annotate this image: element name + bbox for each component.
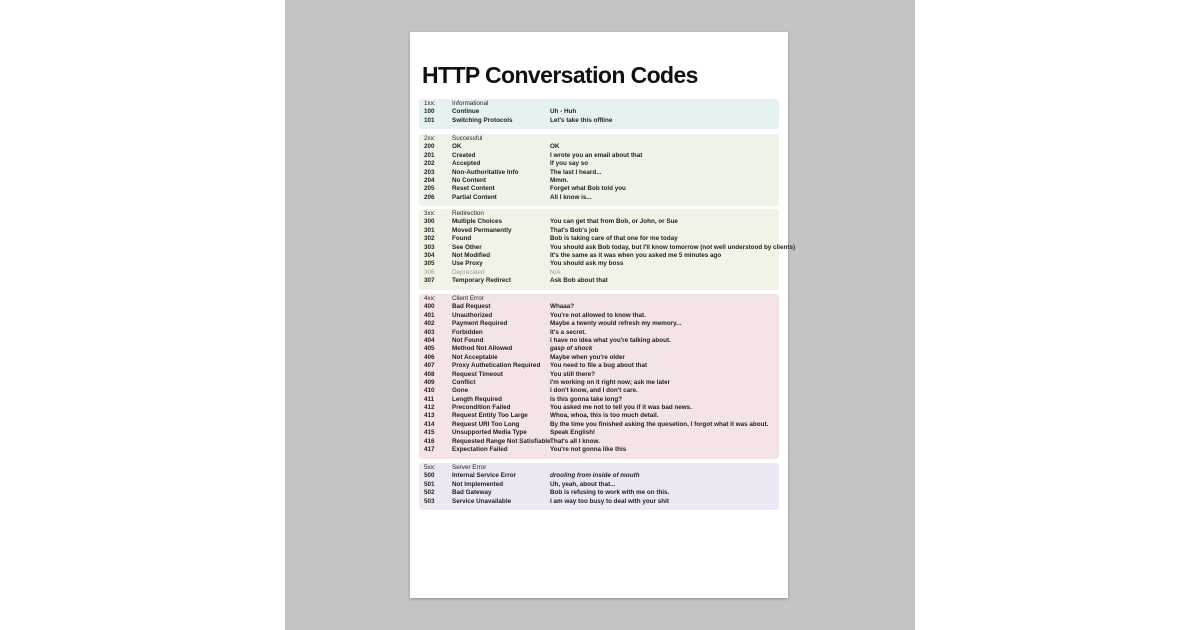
- poster: [410, 32, 796, 598]
- status-name: OK: [452, 143, 462, 151]
- status-code-row: [419, 235, 779, 243]
- status-code: 500: [424, 472, 435, 480]
- status-code: 202: [424, 160, 435, 168]
- status-description: I wrote you an email about that: [550, 151, 643, 159]
- class-code: 1xx:: [424, 100, 436, 107]
- status-code: 303: [424, 243, 435, 251]
- status-code-row: [419, 371, 779, 379]
- status-description: Forget what Bob told you: [550, 185, 626, 193]
- status-description: I'm working on it right now; ask me later: [550, 378, 671, 386]
- status-code-row: [419, 489, 779, 497]
- status-name: Bad Gateway: [452, 489, 492, 497]
- section-header: [419, 100, 779, 108]
- section-informational: [419, 99, 779, 129]
- class-name: Client Error: [452, 295, 484, 302]
- class-code: 3xx:: [424, 210, 436, 217]
- status-code-row: [419, 421, 779, 429]
- status-code-row: [419, 218, 779, 226]
- status-code-row: [419, 438, 779, 446]
- status-description: You should ask Bob today, but I'll know tomorrow (not well understood by clients): [550, 243, 796, 251]
- status-name: Bad Request: [452, 303, 491, 311]
- status-code-row: [419, 472, 779, 480]
- status-name: Precondition Failed: [452, 404, 511, 412]
- status-code-row: [419, 252, 779, 260]
- class-name: Successful: [452, 135, 483, 142]
- status-code-row: [419, 160, 779, 168]
- status-description: That's all I know.: [550, 437, 600, 445]
- status-name: Service Unavailable: [452, 497, 512, 505]
- status-code: 307: [424, 277, 435, 285]
- status-code-row: [419, 117, 779, 125]
- status-description: drooling from inside of mouth: [550, 472, 640, 480]
- status-name: Partial Content: [452, 193, 497, 201]
- status-name: Non-Authoritative Info: [452, 168, 519, 176]
- status-description: I have no idea what you're talking about.: [550, 336, 671, 344]
- status-code-row: [419, 446, 779, 454]
- status-description: You're not allowed to know that.: [550, 311, 646, 319]
- status-name: Not Found: [452, 336, 484, 344]
- status-code: 501: [424, 480, 435, 488]
- status-name: Expectation Failed: [452, 446, 508, 454]
- status-code: 413: [424, 412, 435, 420]
- status-description: Let's take this offline: [550, 116, 613, 124]
- status-code-row: [419, 269, 779, 277]
- status-description: All I know is...: [550, 193, 592, 201]
- status-code-row: [419, 396, 779, 404]
- status-name: Request Entity Too Large: [452, 412, 528, 420]
- status-description: The last I heard...: [550, 168, 602, 176]
- status-code: 409: [424, 378, 435, 386]
- status-name: Forbidden: [452, 328, 483, 336]
- status-name: Internal Service Error: [452, 472, 517, 480]
- status-name: Unauthorized: [452, 311, 493, 319]
- status-code-row: [419, 303, 779, 311]
- status-name: See Other: [452, 243, 482, 251]
- section-header: [419, 210, 779, 218]
- status-code-row: [419, 312, 779, 320]
- status-code: 400: [424, 303, 435, 311]
- status-code: 302: [424, 235, 435, 243]
- section-client-error: [419, 294, 779, 459]
- status-name: Proxy Authetication Required: [452, 362, 541, 370]
- status-code: 503: [424, 497, 435, 505]
- status-code: 205: [424, 185, 435, 193]
- status-code: 415: [424, 429, 435, 437]
- status-name: Unsupported Media Type: [452, 429, 527, 437]
- status-description: OK: [550, 143, 560, 151]
- status-description: Uh - Huh: [550, 108, 577, 116]
- status-name: Found: [452, 235, 472, 243]
- status-code-row: [419, 362, 779, 370]
- status-description: If you say so: [550, 160, 589, 168]
- status-description: Whaaa?: [550, 303, 575, 311]
- status-name: Request URI Too Long: [452, 420, 520, 428]
- status-code: 300: [424, 218, 435, 226]
- status-code: 402: [424, 320, 435, 328]
- status-code: 301: [424, 226, 435, 234]
- status-name: Use Proxy: [452, 260, 483, 268]
- status-code-row: [419, 177, 779, 185]
- status-description: Is this gonna take long?: [550, 395, 623, 403]
- class-name: Server Error: [452, 464, 487, 471]
- status-name: Continue: [452, 108, 480, 116]
- status-description: You still there?: [550, 370, 596, 378]
- status-name: Moved Permanently: [452, 226, 512, 234]
- status-code-row: [419, 277, 779, 285]
- status-description: Ask Bob about that: [550, 277, 608, 285]
- status-code: 407: [424, 362, 435, 370]
- section-header: [419, 295, 779, 303]
- status-description: You need to file a bug about that: [550, 362, 648, 370]
- status-description: It's a secret.: [550, 328, 587, 336]
- status-name: Length Required: [452, 395, 503, 403]
- status-code: 203: [424, 168, 435, 176]
- status-name: Deprecated: [452, 268, 485, 276]
- status-name: Request Timeout: [452, 370, 503, 378]
- status-code-row: [419, 498, 779, 506]
- section-header: [419, 135, 779, 143]
- status-code-row: [419, 320, 779, 328]
- status-code: 206: [424, 193, 435, 201]
- status-description: That's Bob's job: [550, 226, 599, 234]
- status-description: Speak English!: [550, 429, 596, 437]
- status-name: Method Not Allowed: [452, 345, 513, 353]
- status-code: 404: [424, 336, 435, 344]
- status-code: 408: [424, 370, 435, 378]
- status-code: 414: [424, 420, 435, 428]
- status-code-row: [419, 260, 779, 268]
- status-code: 405: [424, 345, 435, 353]
- status-description: You're not gonna like this: [550, 446, 627, 454]
- section-successful: [419, 134, 779, 206]
- status-code: 200: [424, 143, 435, 151]
- status-code: 406: [424, 353, 435, 361]
- status-name: Conflict: [452, 378, 476, 386]
- status-code: 204: [424, 176, 435, 184]
- status-code: 304: [424, 251, 435, 259]
- status-code-row: [419, 243, 796, 252]
- class-code: 5xx:: [424, 464, 436, 471]
- status-code-row: [419, 429, 779, 437]
- status-name: Multiple Choices: [452, 218, 503, 226]
- status-code: 101: [424, 116, 435, 124]
- status-code: 201: [424, 151, 435, 159]
- status-code-row: [419, 337, 779, 345]
- status-code-row: [419, 194, 779, 202]
- status-code-row: [419, 329, 779, 337]
- status-description: Uh, yeah, about that...: [550, 480, 616, 488]
- status-code-row: [419, 227, 779, 235]
- status-name: Accepted: [452, 160, 481, 168]
- status-code-row: [419, 152, 779, 160]
- status-name: Reset Content: [452, 185, 495, 193]
- status-description: Whoa, whoa, this is too much detail.: [550, 412, 659, 420]
- status-code-row: [419, 108, 779, 116]
- class-code: 2xx:: [424, 135, 436, 142]
- status-description: N/A: [550, 268, 561, 276]
- status-code: 410: [424, 387, 435, 395]
- status-description: gasp of shock: [550, 345, 593, 353]
- status-code-row: [419, 169, 779, 177]
- status-description: Bob is taking care of that one for me today: [550, 235, 678, 243]
- status-name: Payment Required: [452, 320, 508, 328]
- status-name: Temporary Redirect: [452, 277, 512, 285]
- status-name: Gone: [452, 387, 469, 395]
- class-code: 4xx:: [424, 295, 436, 302]
- status-description: I am way too busy to deal with your shit: [550, 497, 669, 505]
- status-code: 403: [424, 328, 435, 336]
- status-code: 412: [424, 404, 435, 412]
- status-description: Bob is refusing to work with me on this.: [550, 489, 670, 497]
- status-code-row: [419, 404, 779, 412]
- class-name: Informational: [452, 100, 489, 107]
- status-description: I don't know, and I don't care.: [550, 387, 638, 395]
- status-code-row: [419, 185, 779, 193]
- status-name: Requested Range Not Satisfiable: [452, 437, 551, 445]
- status-code-row: [419, 345, 779, 353]
- class-name: Redirection: [452, 210, 484, 217]
- section-server-error: [419, 463, 779, 510]
- status-name: Not Modified: [452, 251, 491, 259]
- status-name: No Content: [452, 176, 486, 184]
- status-code: 306: [424, 268, 435, 276]
- status-code-row: [419, 143, 779, 151]
- status-name: Not Implemented: [452, 480, 504, 488]
- status-code-row: [419, 379, 779, 387]
- status-code: 411: [424, 395, 435, 403]
- status-name: Switching Protocols: [452, 116, 513, 124]
- status-description: Mmm.: [550, 176, 569, 184]
- status-code: 416: [424, 437, 435, 445]
- status-code-row: [419, 354, 779, 362]
- status-description: You should ask my boss: [550, 260, 624, 268]
- status-description: It's the same as it was when you asked me 5 minutes ago: [550, 251, 722, 259]
- status-code-row: [419, 412, 779, 420]
- section-header: [419, 464, 779, 472]
- status-description: You can get that from Bob, or John, or Sue: [550, 218, 678, 226]
- status-name: Not Acceptable: [452, 353, 498, 361]
- status-code: 305: [424, 260, 435, 268]
- status-code: 401: [424, 311, 435, 319]
- status-description: By the time you finished asking the quesetion, I forgot what it was about.: [550, 420, 769, 428]
- status-name: Created: [452, 151, 476, 159]
- status-code: 502: [424, 489, 435, 497]
- status-code: 100: [424, 108, 435, 116]
- status-code: 417: [424, 446, 435, 454]
- status-code-row: [419, 387, 779, 395]
- status-code-row: [419, 481, 779, 489]
- status-description: You asked me not to tell you if it was bad news.: [550, 404, 692, 412]
- section-redirection: [419, 209, 796, 290]
- poster-title: HTTP Conversation Codes: [422, 62, 698, 88]
- status-description: Maybe a twenty would refresh my memory...: [550, 320, 682, 328]
- status-description: Maybe when you're older: [550, 353, 625, 361]
